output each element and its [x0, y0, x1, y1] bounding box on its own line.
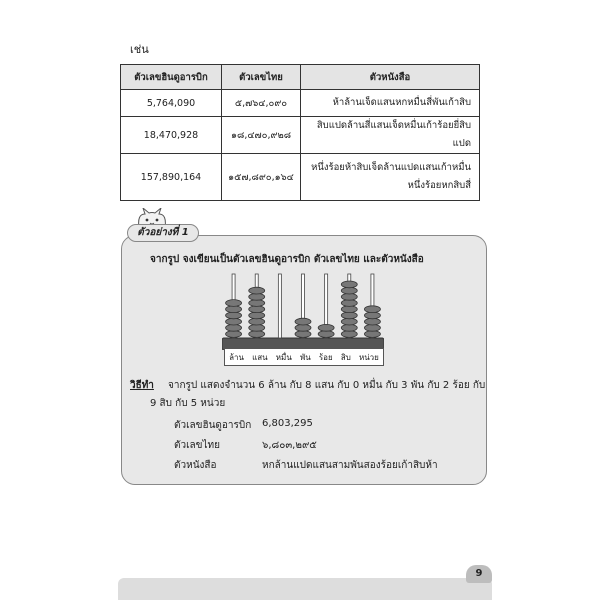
cell-words: สิบแปดล้านสี่แสนเจ็ดหมื่นเก้าร้อยยี่สิบแปด	[301, 117, 480, 154]
abacus-bead	[226, 300, 242, 307]
abacus-bead	[341, 300, 357, 307]
abacus-bead	[295, 318, 311, 325]
abacus-bead	[249, 300, 265, 307]
abacus-bead	[364, 324, 380, 331]
answer-value-arabic: 6,803,295	[262, 418, 313, 429]
cell-words: ห้าล้านเจ็ดแสนหกหมื่นสี่พันเก้าสิบ	[301, 90, 480, 117]
abacus-bead	[226, 312, 242, 319]
solution-label: วิธีทำ	[130, 380, 154, 391]
abacus-bead	[364, 312, 380, 319]
abacus-bead	[295, 324, 311, 331]
solution-line-2: 9 สิบ กับ 5 หน่วย	[150, 398, 226, 409]
table-row	[121, 154, 480, 201]
cell-thai: ๑๕๗,๘๙๐,๑๖๔	[222, 154, 301, 201]
table-row	[121, 117, 480, 154]
abacus-bead	[364, 306, 380, 313]
abacus-bead	[249, 287, 265, 294]
abacus-bead	[249, 312, 265, 319]
abacus-bead	[341, 287, 357, 294]
cell-thai: ๑๘,๔๗๐,๙๒๘	[222, 117, 301, 154]
place-label: ร้อย	[318, 352, 333, 362]
answer-label-words: ตัวหนังสือ	[174, 460, 217, 471]
abacus-bead	[364, 318, 380, 325]
abacus-illustration	[222, 270, 384, 350]
cell-thai: ๕,๗๖๔,๐๙๐	[222, 90, 301, 117]
header-thai: ตัวเลขไทย	[222, 65, 301, 90]
place-label: ล้าน	[229, 352, 244, 362]
cell-arabic: 157,890,164	[121, 154, 222, 201]
abacus-bead	[295, 331, 311, 338]
cell-words: หนึ่งร้อยห้าสิบเจ็ดล้านแปดแสนเก้าหมื่น หนึ่งร้อยหกสิบสี่	[301, 154, 480, 201]
footer-bar	[118, 578, 492, 600]
cell-arabic: 18,470,928	[121, 117, 222, 154]
place-label: พัน	[299, 352, 311, 362]
abacus-bead	[249, 331, 265, 338]
abacus-bead	[318, 324, 334, 331]
abacus-bead	[341, 281, 357, 288]
abacus-bead	[318, 331, 334, 338]
number-table	[120, 64, 480, 201]
abacus-bead	[226, 318, 242, 325]
abacus-bead	[226, 324, 242, 331]
cell-arabic: 5,764,090	[121, 90, 222, 117]
page-number: 9	[466, 565, 492, 583]
header-words: ตัวหนังสือ	[301, 65, 480, 90]
example-tab: ตัวอย่างที่ 1	[127, 224, 199, 242]
abacus-bead	[341, 293, 357, 300]
header-arabic: ตัวเลขฮินดูอารบิก	[121, 65, 222, 90]
answer-label-thai: ตัวเลขไทย	[174, 440, 220, 451]
abacus-rod	[278, 274, 281, 338]
place-label: สิบ	[340, 352, 351, 362]
abacus-bead	[249, 318, 265, 325]
answer-value-words: หกล้านแปดแสนสามพันสองร้อยเก้าสิบห้า	[262, 460, 438, 471]
abacus-bead	[249, 324, 265, 331]
abacus-place-labels	[224, 348, 384, 366]
abacus-bead	[341, 331, 357, 338]
abacus-bead	[249, 306, 265, 313]
abacus-bead	[341, 306, 357, 313]
example-question: จากรูป จงเขียนเป็นตัวเลขฮินดูอารบิก ตัวเลขไทย และตัวหนังสือ	[150, 254, 424, 265]
table-row	[121, 90, 480, 117]
abacus-bead	[341, 324, 357, 331]
place-label: แสน	[252, 352, 268, 362]
abacus-bead	[364, 331, 380, 338]
intro-text: เช่น	[130, 43, 149, 56]
answer-value-thai: ๖,๘๐๓,๒๙๕	[262, 440, 317, 451]
place-label: หน่วย	[358, 352, 379, 362]
answer-label-arabic: ตัวเลขฮินดูอารบิก	[174, 420, 252, 431]
table-header-row	[121, 65, 480, 90]
solution-line-1: จากรูป แสดงจำนวน 6 ล้าน กับ 8 แสน กับ 0 หมื่น กับ 3 พัน กับ 2 ร้อย กับ	[168, 380, 486, 391]
place-label: หมื่น	[275, 352, 292, 362]
abacus-bead	[249, 293, 265, 300]
abacus-bead	[226, 331, 242, 338]
abacus-bead	[341, 318, 357, 325]
abacus-bead	[341, 312, 357, 319]
abacus-bead	[226, 306, 242, 313]
